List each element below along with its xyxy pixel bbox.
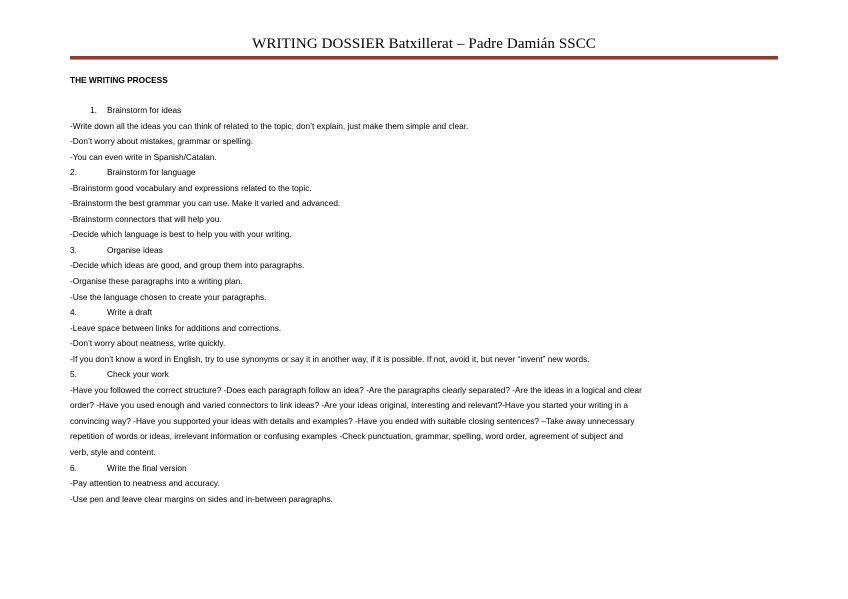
step-line: -Brainstorm connectors that will help you. — [70, 213, 222, 224]
step-heading — [70, 367, 785, 383]
step-heading — [70, 103, 785, 119]
step-title: Check your work — [107, 369, 169, 380]
step-line: -Brainstorm good vocabulary and expressions related to the topic. — [70, 182, 312, 193]
step-line: -Use pen and leave clear margins on sides and in-between paragraphs. — [70, 493, 333, 504]
step-number: 3. — [70, 244, 77, 255]
step-heading — [70, 461, 785, 477]
step-line: -Leave space between links for additions and corrections. — [70, 322, 282, 333]
checklist-line: -Have you followed the correct structure? -Does each paragraph follow an idea? -Are the paragraphs clearly separated? -Are the ideas in a logical and clear — [70, 384, 642, 395]
checklist-line: verb, style and content. — [70, 447, 156, 458]
step-line: -Don’t worry about mistakes, grammar or spelling. — [70, 136, 254, 147]
step-number: 2. — [70, 167, 77, 178]
step-line: -Use the language chosen to create your paragraphs. — [70, 291, 267, 302]
step-heading — [70, 243, 785, 259]
step-number: 4. — [70, 307, 77, 318]
checklist-line: order? -Have you used enough and varied connectors to link ideas? -Are your ideas original, interesting and relevant?-Have you started your writing in a — [70, 400, 629, 411]
checklist-line: convincing way? -Have you supported your ideas with details and examples? -Have you ended with suitable closing sentences? –Take away unnecessary — [70, 415, 635, 426]
step-line: -Write down all the ideas you can think of related to the topic, don’t explain, just make them simple and clear. — [70, 120, 469, 131]
step-line: -Brainstorm the best grammar you can use. Make it varied and advanced. — [70, 198, 341, 209]
step-title: Write the final version — [107, 462, 187, 473]
step-number: 6. — [70, 462, 77, 473]
step-line: -Decide which language is best to help you with your writing. — [70, 229, 292, 240]
step-title: Brainstorm for ideas — [107, 105, 182, 115]
step-line: -You can even write in Spanish/Catalan. — [70, 151, 217, 162]
section-heading: THE WRITING PROCESS — [70, 75, 168, 85]
step-line: -Pay attention to neatness and accuracy. — [70, 478, 220, 489]
step-line: -If you don’t know a word in English, try to use synonyms or say it in another way, if it is possible. If not, avoid it, but never “invent” new words. — [70, 353, 590, 364]
step-title: Organise ideas — [107, 244, 163, 255]
step-number: 5. — [70, 369, 77, 380]
steps-list — [70, 103, 785, 507]
step-line: -Decide which ideas are good, and group them into paragraphs. — [70, 260, 305, 271]
header-rule-shadow — [70, 59, 778, 60]
step-heading — [70, 165, 785, 181]
document-header-title: WRITING DOSSIER Batxillerat – Padre Damián SSCC — [252, 36, 596, 52]
step-line: -Organise these paragraphs into a writing plan. — [70, 276, 243, 287]
step-title: Brainstorm for language — [107, 167, 196, 178]
step-line: -Don’t worry about neatness, write quickly. — [70, 338, 226, 349]
checklist-line: repetition of words or ideas, irrelevant information or confusing examples -Check punctuation, grammar, spelling, word order, agreement of subject and — [70, 431, 623, 442]
step-title: Write a draft — [107, 307, 153, 318]
step-number: 1. — [90, 105, 97, 115]
step-heading — [70, 305, 785, 321]
